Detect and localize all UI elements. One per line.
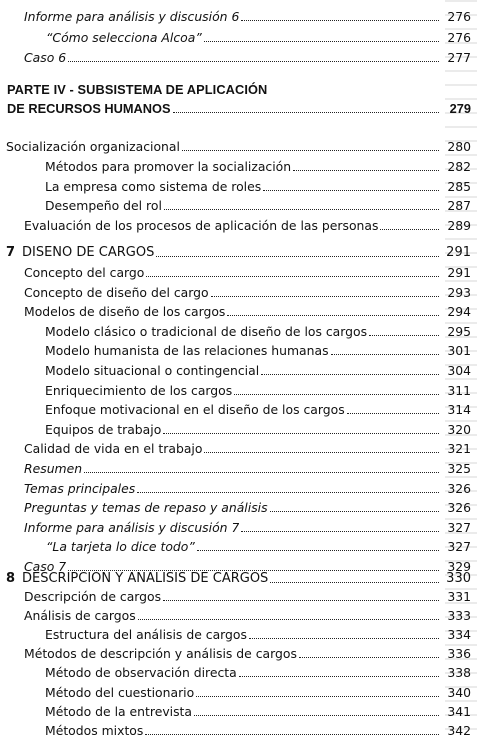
toc-entry [0,660,471,680]
dot-leader [84,472,439,473]
toc-entry [0,495,471,515]
toc-entry-page: 320 [447,421,471,437]
toc-entry-title: Modelos de diseño de los cargos [24,305,226,320]
dot-leader [241,531,439,532]
dot-leader [163,433,439,434]
toc-entry-title: Modelo clásico o tradicional de diseño de los cargos [45,324,368,339]
toc-entry-page: 280 [447,139,471,154]
toc-entry-page: 338 [447,665,471,681]
toc-entry [0,193,471,213]
toc-entry-page: 304 [447,363,471,378]
dot-leader [227,315,439,316]
toc-entry-title: Caso 7 [24,560,67,574]
toc-entry-title: Socialización organizacional [6,140,180,154]
toc-entry-title: Preguntas y temas de repaso y análisis [24,501,268,516]
dot-leader [204,41,439,42]
toc-entry-title: Métodos de descripción y análisis de cargos [24,647,297,662]
toc-entry-title: Estructura del análisis de cargos [45,628,247,643]
toc-entry [0,174,471,194]
dot-leader [173,112,439,113]
toc-entry [0,584,471,604]
toc-entry [0,417,471,437]
toc-entry-title: Modelo humanista de las relaciones humanas [45,344,329,359]
toc-entry-title: Análisis de cargos [24,609,136,624]
toc-entry-title: Equipos de trabajo [45,422,162,437]
part-iv-heading-line2 [7,98,471,116]
toc-entry [0,622,471,642]
dot-leader [380,229,439,230]
toc-entry-title: Método de observación directa [45,666,237,681]
toc-entry [0,134,471,154]
toc-entry-page: 333 [447,608,471,624]
toc-entry [0,280,471,300]
toc-entry [0,436,471,456]
dot-leader [196,696,439,697]
toc-entry-page: 341 [447,703,471,719]
toc-entry-page: 289 [447,218,471,234]
toc-entry [0,260,471,280]
toc-entry-page: 342 [447,722,471,738]
toc-entry-title: Temas principales [24,481,136,496]
part-iv-page: 279 [449,101,471,116]
dot-leader [270,511,439,512]
toc-entry [0,154,471,174]
toc-entry [0,45,471,65]
toc-entry-page: 334 [447,627,471,643]
toc-entry [0,603,471,623]
toc-entry-page: 340 [447,684,471,700]
toc-entry-page: 282 [447,158,471,174]
dot-leader [138,619,439,620]
toc-entry-page: 311 [447,382,471,398]
toc-entry-page: 291 [447,265,471,280]
toc-entry-page: 295 [447,323,471,339]
dot-leader [68,61,439,62]
dot-leader [369,335,439,336]
toc-entry [0,4,471,24]
dot-leader [146,276,439,277]
toc-entry-title: “La tarjeta lo dice todo” [46,540,195,555]
chapter-7-heading [0,240,471,260]
dot-leader [194,715,439,716]
toc-entry-title: Caso 6 [24,51,67,65]
toc-entry-page: 329 [447,559,471,574]
dot-leader [241,20,439,21]
toc-entry-page: 331 [447,589,471,604]
chapter-8-number: 8 [6,571,16,586]
toc-entry [0,319,471,339]
toc-entry [0,299,471,319]
dot-leader [249,638,439,639]
toc-entry-title: Evaluación de los procesos de aplicación de las personas [24,219,379,234]
toc-entry-page: 326 [447,500,471,516]
toc-entry [0,476,471,496]
toc-entry-page: 325 [447,461,471,476]
toc-entry-title: Métodos mixtos [45,723,144,738]
toc-entry [0,338,471,358]
toc-entry [0,358,471,378]
dot-leader [197,550,439,551]
toc-entry [0,456,471,476]
dot-leader [331,354,439,355]
toc-entry [0,534,471,554]
toc-entry-page: 277 [447,50,471,65]
toc-entry-page: 301 [447,343,471,359]
toc-entry-title: Informe para análisis y discusión 6 [24,10,240,24]
toc-entry-title: La empresa como sistema de roles [45,179,262,194]
toc-entry [0,515,471,535]
dot-leader [137,492,439,493]
toc-entry [0,641,471,661]
chapter-7-page: 291 [446,245,471,260]
dot-leader [263,190,439,191]
toc-entry-title: Modelo situacional o contingencial [45,364,260,378]
toc-entry-page: 336 [447,646,471,662]
part-iv-heading-line1: PARTE IV - SUBSISTEMA DE APLICACIÓN [7,82,268,97]
toc-entry-page: 326 [447,480,471,496]
toc-entry-title: Resumen [24,462,83,476]
chapter-8-title: DESCRIPCIÓN Y ANÁLISIS DE CARGOS [22,572,269,586]
toc-entry-page: 327 [447,519,471,535]
toc-entry [0,378,471,398]
toc-entry-page: 293 [447,284,471,300]
toc-entry-title: Método de la entrevista [45,704,192,719]
toc-entry-page: 314 [447,402,471,418]
toc-entry-page: 276 [447,29,471,45]
dot-leader [145,734,439,735]
toc-entry-title: Enriquecimiento de los cargos [45,383,233,398]
dot-leader [234,394,439,395]
toc-entry-page: 321 [447,441,471,457]
dot-leader [211,296,439,297]
toc-entry-title: Calidad de vida en el trabajo [24,442,203,457]
toc-entry-page: 327 [447,539,471,555]
toc-entry [0,718,471,738]
toc-entry-title: Desempeño del rol [45,199,162,214]
chapter-7-number: 7 [6,245,16,260]
toc-entry-title: Método del cuestionario [45,685,195,700]
dot-leader [156,256,439,257]
toc-entry-page: 285 [447,178,471,194]
dot-leader [164,209,439,210]
toc-entry [0,213,471,233]
dot-leader [347,413,439,414]
toc-entry [0,25,471,45]
toc-entry [0,397,471,417]
dot-leader [239,676,439,677]
toc-entry-title: Informe para análisis y discusión 7 [24,520,240,535]
dot-leader [163,600,439,601]
toc-entry-page: 287 [447,198,471,214]
dot-leader [204,452,439,453]
toc-entry-title: Métodos para promover la socialización [45,159,292,174]
toc-entry-title: Descripción de cargos [24,590,162,604]
part-iv-heading-text: DE RECURSOS HUMANOS [7,101,171,116]
toc-entry [0,699,471,719]
toc-entry-title: Concepto de diseño del cargo [24,285,209,300]
toc-entry-title: Concepto del cargo [24,266,145,280]
chapter-8-page: 330 [446,571,471,586]
dot-leader [270,582,439,583]
dot-leader [299,657,439,658]
toc-entry-title: “Cómo selecciona Alcoa” [46,30,202,45]
toc-entry-title: Enfoque motivacional en el diseño de los cargos [45,403,345,418]
toc-entry [0,680,471,700]
dot-leader [261,374,439,375]
chapter-7-title: DISEÑO DE CARGOS [22,246,155,260]
dot-leader [293,170,439,171]
dot-leader [182,150,439,151]
chapter-8-heading [0,566,471,586]
toc-entry-page: 276 [447,9,471,24]
toc-entry-page: 294 [447,304,471,320]
